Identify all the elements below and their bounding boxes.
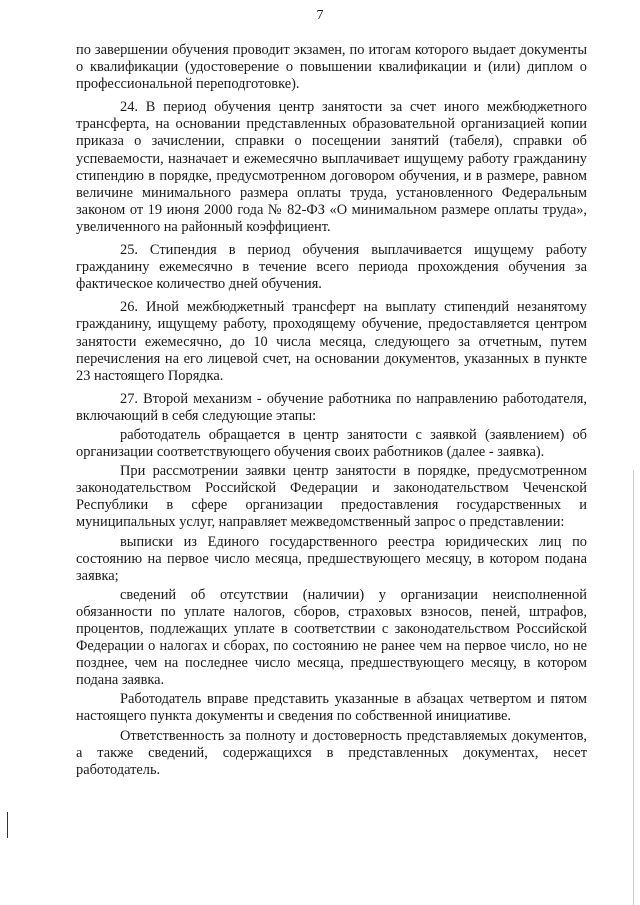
document-body: [76, 42, 587, 781]
paragraph-26: 26. Иной межбюджетный трансферт на выплату стипендий незанятому гражданину, ищущему работу, проходящему обучение, предоставляется центром занятости ежемесячно, до 10 числа месяца, следующего за отчетным, путем перечисления на его лицевой счет, на основании документов, указанных в пункте 23 настоящего Порядка.: [76, 299, 587, 384]
paragraph-27-responsibility: Ответственность за полноту и достоверность представляемых документов, а также сведений, содержащихся в представленных документах, несет работодатель.: [76, 727, 587, 778]
paragraph-27-own-initiative: Работодатель вправе представить указанные в абзацах четвертом и пятом настоящего пункта документы и сведения по собственной инициативе.: [76, 691, 587, 725]
paragraph-25: 25. Стипендия в период обучения выплачивается ищущему работу гражданину ежемесячно в течение всего периода прохождения обучения за фактическое количество дней обучения.: [76, 242, 587, 293]
paragraph-continuation: по завершении обучения проводит экзамен, по итогам которого выдает документы о квалификации (удостоверение о повышении квалификации и (или) диплом о профессиональной переподготовке).: [76, 42, 587, 93]
paragraph-27-stage-application: работодатель обращается в центр занятости с заявкой (заявлением) об организации соответствующего обучения своих работников (далее - заявка).: [76, 426, 587, 461]
scan-edge-shadow: [633, 470, 634, 905]
paragraph-27-registry-extract: выписки из Единого государственного реестра юридических лиц по состоянию на первое число месяца, предшествующего месяцу, в котором подана заявка;: [76, 533, 587, 584]
paragraph-27-interagency-request: При рассмотрении заявки центр занятости в порядке, предусмотренном законодательством Российской Федерации и законодательством Чеченской Республики в сфере организации предоставления государственных и муниципальных услуг, направляет межведомственный запрос о представлении:: [76, 463, 587, 531]
paragraph-27-tax-info: сведений об отсутствии (наличии) у организации неисполненной обязанности по уплате налогов, сборов, страховых взносов, пеней, штрафов, процентов, подлежащих уплате в соответствии с законодательством Российской Федерации о налогах и сборах, по состоянию не ранее чем на первое число, но не позднее, чем на последнее число месяца, предшествующего месяцу, в котором подана заявка.: [76, 586, 587, 689]
paragraph-27: 27. Второй механизм - обучение работника по направлению работодателя, включающий в себя следующие этапы:: [76, 390, 587, 424]
paragraph-24: 24. В период обучения центр занятости за счет иного межбюджетного трансферта, на основании представленных образовательной организацией копии приказа о зачислении, справки о посещении занятий (табеля), справки об успеваемости, назначает и ежемесячно выплачивает ищущему работу гражданину стипендию в порядке, предусмотренном договором обучения, и в размере, равном величине минимального размера оплаты труда, установленного Федеральным законом от 19 июня 2000 года № 82-ФЗ «О минимальном размере оплаты труда», увеличенного на районный коэффициент.: [76, 99, 587, 235]
scan-margin-mark: [7, 812, 8, 838]
page-number: 7: [316, 8, 324, 23]
